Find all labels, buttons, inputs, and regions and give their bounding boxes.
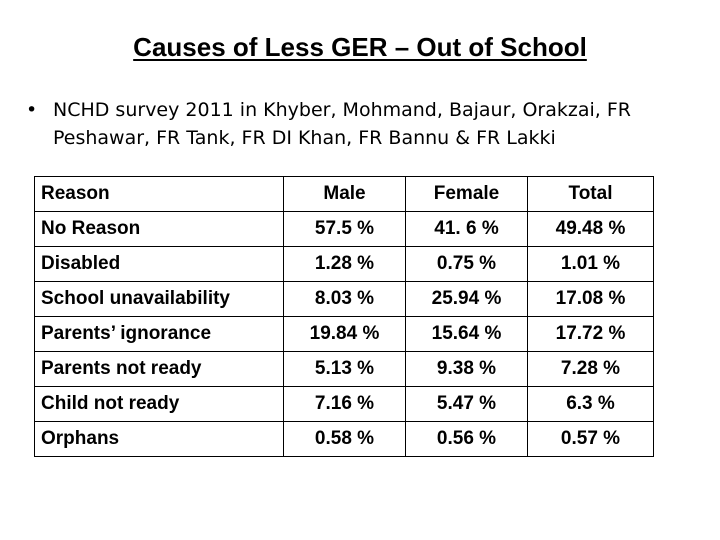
cell-female: 5.47 %	[406, 387, 528, 422]
cell-reason: School unavailability	[35, 282, 284, 317]
cell-male: 19.84 %	[284, 317, 406, 352]
cell-female: 15.64 %	[406, 317, 528, 352]
bullet-icon: •	[26, 99, 38, 121]
cell-reason: Parents not ready	[35, 352, 284, 387]
table-header-row	[35, 177, 654, 212]
cell-reason: Parents’ ignorance	[35, 317, 284, 352]
cell-male: 1.28 %	[284, 247, 406, 282]
cell-female: 25.94 %	[406, 282, 528, 317]
cell-female: 41. 6 %	[406, 212, 528, 247]
cell-total: 1.01 %	[528, 247, 654, 282]
cell-female: 9.38 %	[406, 352, 528, 387]
cell-male: 57.5 %	[284, 212, 406, 247]
header-male: Male	[284, 177, 406, 212]
header-total: Total	[528, 177, 654, 212]
cell-reason: Child not ready	[35, 387, 284, 422]
bullet-item	[26, 96, 706, 152]
table-row	[35, 212, 654, 247]
cell-total: 17.08 %	[528, 282, 654, 317]
table-row	[35, 317, 654, 352]
table-row	[35, 422, 654, 457]
cell-reason: Orphans	[35, 422, 284, 457]
cell-male: 5.13 %	[284, 352, 406, 387]
cell-reason: Disabled	[35, 247, 284, 282]
cell-total: 49.48 %	[528, 212, 654, 247]
cell-total: 17.72 %	[528, 317, 654, 352]
cell-male: 7.16 %	[284, 387, 406, 422]
cell-total: 7.28 %	[528, 352, 654, 387]
header-female: Female	[406, 177, 528, 212]
cell-female: 0.75 %	[406, 247, 528, 282]
table-row	[35, 352, 654, 387]
table-row	[35, 282, 654, 317]
cell-male: 0.58 %	[284, 422, 406, 457]
cell-total: 6.3 %	[528, 387, 654, 422]
cell-total: 0.57 %	[528, 422, 654, 457]
cell-reason: No Reason	[35, 212, 284, 247]
table-row	[35, 387, 654, 422]
header-reason: Reason	[35, 177, 284, 212]
table-row	[35, 247, 654, 282]
slide-title: Causes of Less GER – Out of School	[133, 32, 587, 62]
cell-female: 0.56 %	[406, 422, 528, 457]
cell-male: 8.03 %	[284, 282, 406, 317]
bullet-text: NCHD survey 2011 in Khyber, Mohmand, Bajaur, Orakzai, FR Peshawar, FR Tank, FR DI Khan, FR Bannu & FR Lakki	[53, 99, 631, 149]
reasons-table	[34, 176, 654, 457]
